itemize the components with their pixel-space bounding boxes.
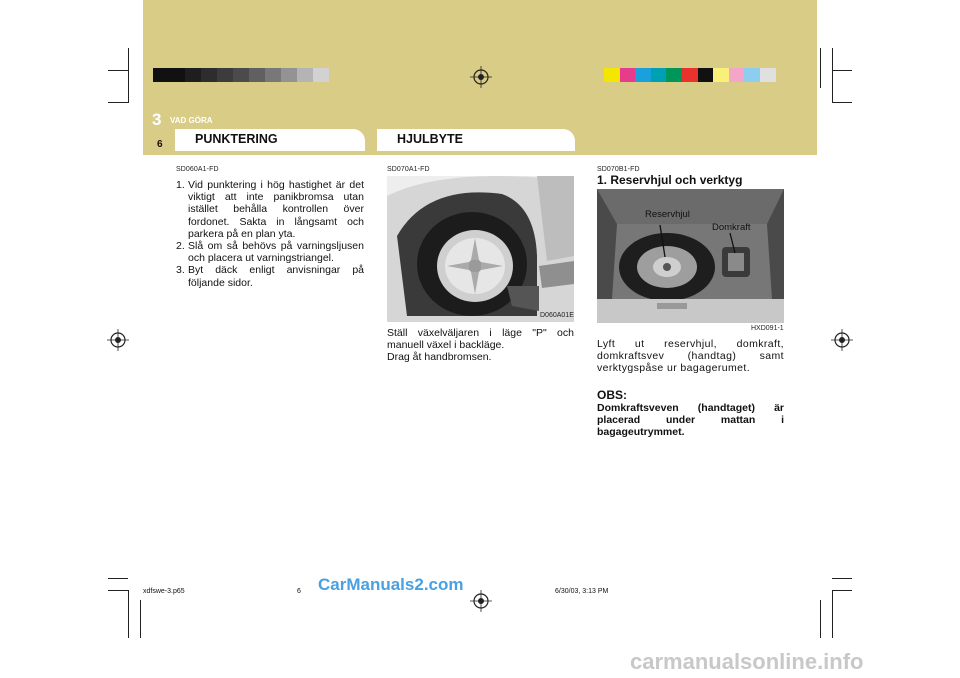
crop-mark (832, 590, 852, 591)
color-swatch (249, 68, 265, 82)
crop-mark (128, 590, 129, 638)
color-swatch (185, 68, 201, 82)
color-swatch (666, 68, 682, 82)
list-item (176, 240, 364, 264)
color-swatch (265, 68, 281, 82)
list-item-number: 1. (176, 179, 185, 191)
crop-mark (128, 48, 129, 103)
page-number: 6 (157, 139, 163, 150)
crop-mark (832, 102, 852, 103)
color-swatch (698, 68, 714, 82)
spare-wheel-figure (597, 189, 784, 323)
list-item (176, 179, 364, 240)
tab-punktering-label: PUNKTERING (195, 132, 278, 146)
section-code: SD060A1-FD (176, 166, 219, 173)
color-swatch (217, 68, 233, 82)
tab-hjulbyte-label: HJULBYTE (397, 132, 463, 146)
crop-mark (108, 578, 128, 579)
color-swatch (760, 68, 776, 82)
paragraph: Ställ växelväljaren i läge "P" och manuell växel i backläge. (387, 327, 574, 352)
tab-hjulbyte (377, 129, 575, 151)
color-swatch (233, 68, 249, 82)
crop-mark (108, 590, 128, 591)
registration-mark-icon (470, 66, 492, 88)
watermark-carmanuals2: CarManuals2.com (318, 575, 464, 594)
color-swatch (729, 68, 745, 82)
list-item-text: Vid punktering i hög hastighet är det viktigt att inte panikbromsa utan istället behålla kontrollen över fordonet. Sakta in långsamt och parkera på en plan yta. (188, 179, 364, 240)
registration-mark-icon (470, 590, 492, 612)
color-swatch (744, 68, 760, 82)
note-title: OBS: (597, 388, 627, 402)
section-code: SD070A1-FD (387, 166, 430, 173)
paragraph: Drag åt handbromsen. (387, 351, 492, 363)
color-swatch (651, 68, 667, 82)
color-swatch (604, 68, 620, 82)
chapter-number: 3 (152, 110, 162, 129)
color-swatch (682, 68, 698, 82)
crop-mark (140, 600, 141, 638)
crop-mark (832, 48, 833, 103)
label-jack: Domkraft (712, 222, 751, 233)
crop-mark (832, 70, 852, 71)
color-swatch (153, 68, 169, 82)
figure-code: D060A01E (540, 312, 574, 319)
color-swatch (635, 68, 651, 82)
crop-mark (832, 578, 852, 579)
figure-code: HXD091-1 (751, 325, 784, 332)
color-swatch (313, 68, 329, 82)
crop-mark (108, 102, 128, 103)
crop-mark (108, 70, 128, 71)
paragraph: Lyft ut reservhjul, domkraft, domkraftsvev (handtag) samt verktygspåse ur bagagerumet. (597, 338, 784, 375)
chapter-title: VAD GÖRA (170, 116, 213, 125)
instruction-list (176, 179, 364, 289)
list-item (176, 264, 364, 288)
footer-page: 6 (297, 588, 301, 595)
crop-mark (820, 48, 821, 88)
list-item-text: Slå om så behövs på varningsljusen och placera ut varningstriangel. (188, 240, 364, 265)
registration-mark-icon (831, 329, 853, 351)
section-heading: 1. Reservhjul och verktyg (597, 173, 743, 187)
list-item-text: Byt däck enligt anvisningar på följande sidor. (188, 264, 364, 289)
color-swatch (201, 68, 217, 82)
color-swatch (620, 68, 636, 82)
tab-punktering (175, 129, 365, 151)
label-spare-wheel: Reservhjul (645, 209, 690, 220)
color-swatch (713, 68, 729, 82)
note-text: Domkraftsveven (handtaget) är placerad under mattan i bagageutrymmet. (597, 402, 784, 439)
crop-mark (820, 600, 821, 638)
list-item-number: 3. (176, 264, 185, 277)
list-item-number: 2. (176, 240, 185, 253)
watermark-carmanualsonline: carmanualsonline.info (630, 649, 864, 674)
color-swatch (169, 68, 185, 82)
section-code: SD070B1-FD (597, 166, 640, 173)
color-swatch (281, 68, 297, 82)
footer-date: 6/30/03, 3:13 PM (555, 588, 609, 595)
crop-mark (832, 590, 833, 638)
color-swatch (297, 68, 313, 82)
registration-mark-icon (107, 329, 129, 351)
car-wheel-figure (387, 176, 574, 322)
footer-file: xdfswe-3.p65 (143, 588, 185, 595)
